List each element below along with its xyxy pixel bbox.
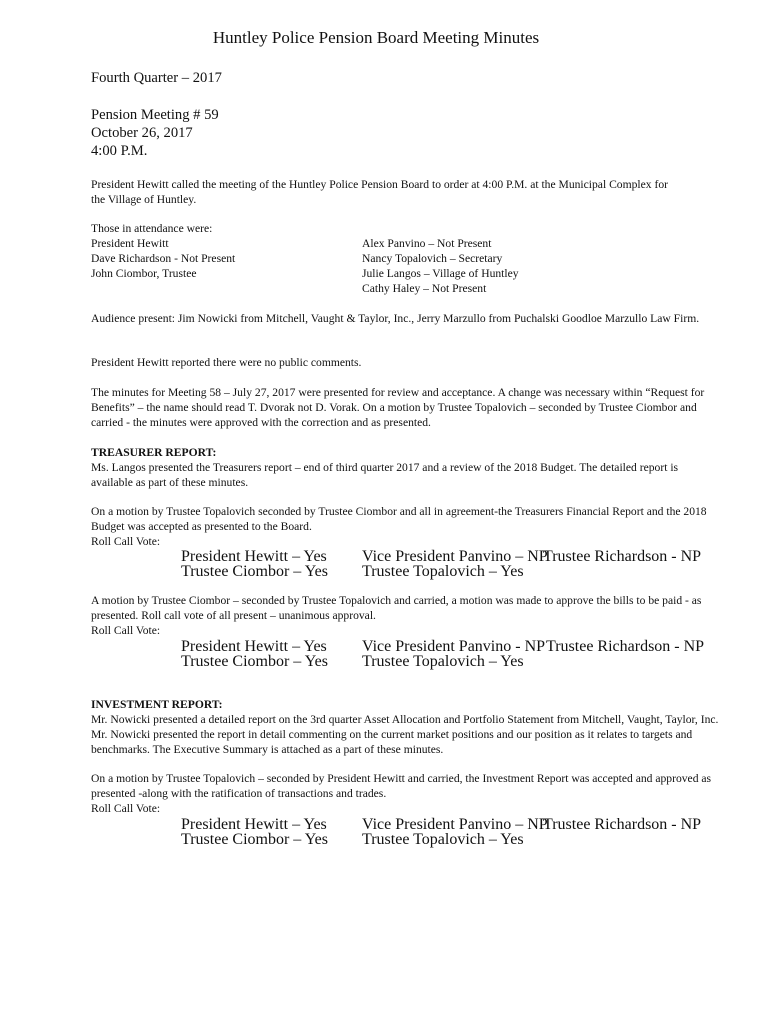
opening-paragraph: President Hewitt called the meeting of the Huntley Police Pension Board to order at 4:00 P.M. at the Municipal Complex for the Village of Huntley.	[91, 178, 668, 206]
roll-call-label: Roll Call Vote:	[91, 535, 161, 548]
vote-entry: Trustee Ciombor – Yes	[181, 831, 328, 848]
attendance-left-column	[91, 236, 362, 296]
attendee: Cathy Haley – Not Present	[362, 282, 487, 295]
attendee: Alex Panvino – Not Present	[362, 237, 492, 250]
attendance-columns	[91, 236, 721, 296]
motion-paragraph: On a motion by Trustee Topalovich – seconded by President Hewitt and carried, the Investment Report was accepted and approved as presented -along with the ratification of transactions and trades.	[91, 772, 712, 800]
public-comments-paragraph: President Hewitt reported there were no public comments.	[91, 356, 362, 369]
vote-entry: Trustee Topalovich – Yes	[362, 653, 524, 670]
vote-row	[181, 638, 721, 653]
investment-report-section	[91, 697, 721, 757]
roll-call-label: Roll Call Vote:	[91, 624, 161, 637]
roll-call-vote-table	[181, 548, 721, 578]
attendance-heading: Those in attendance were:	[91, 222, 213, 235]
document-title: Huntley Police Pension Board Meeting Minutes	[212, 28, 540, 47]
meeting-date: October 26, 2017	[91, 125, 193, 141]
vote-entry: Trustee Ciombor – Yes	[181, 563, 328, 580]
vote-entry: Trustee Richardson - NP	[543, 816, 702, 833]
treasurer-heading: TREASURER REPORT:	[91, 446, 217, 459]
vote-entry: President Hewitt – Yes	[181, 548, 327, 565]
minutes-paragraph: The minutes for Meeting 58 – July 27, 2017 were presented for review and acceptance. A change was necessary within “Request for Benefits” – the name should read T. Dvorak not D. Vorak. On a motion by Trustee Topalovich – seconded by Trustee Ciombor and carried - the minutes were approved with the correction and as presented.	[91, 386, 705, 429]
vote-entry: Vice President Panvino – NP	[362, 816, 548, 833]
attendee: President Hewitt	[91, 237, 169, 250]
investment-motion	[91, 771, 721, 816]
vote-entry: President Hewitt – Yes	[181, 816, 327, 833]
investment-heading: INVESTMENT REPORT:	[91, 698, 223, 711]
vote-entry: Trustee Richardson - NP	[543, 548, 702, 565]
roll-call-vote-table	[181, 816, 721, 846]
roll-call-label: Roll Call Vote:	[91, 802, 161, 815]
audience-paragraph: Audience present: Jim Nowicki from Mitchell, Vaught & Taylor, Inc., Jerry Marzullo from Puchalski Goodloe Marzullo Law Firm.	[91, 312, 700, 325]
attendee: Julie Langos – Village of Huntley	[362, 267, 519, 280]
attendee: John Ciombor, Trustee	[91, 267, 197, 280]
meeting-time: 4:00 P.M.	[91, 143, 148, 159]
vote-entry: President Hewitt – Yes	[181, 638, 327, 655]
investment-report-paragraph: Mr. Nowicki presented a detailed report on the 3rd quarter Asset Allocation and Portfolio Statement from Mitchell, Vaught, Taylor, Inc. Mr. Nowicki presented the report in detail commenting on the current market positions and our position as it relates to targets and benchmarks. The Executive Summary is attached as a part of these minutes.	[91, 713, 719, 756]
meeting-number: Pension Meeting # 59	[91, 107, 219, 123]
vote-row	[181, 563, 721, 578]
treasurer-report-paragraph: Ms. Langos presented the Treasurers report – end of third quarter 2017 and a review of the 2018 Budget. The detailed report is available as part of these minutes.	[91, 461, 679, 489]
vote-entry: Trustee Richardson - NP	[546, 638, 705, 655]
attendance-right-column	[362, 236, 721, 296]
vote-row	[181, 653, 721, 668]
quarter-heading: Fourth Quarter – 2017	[91, 70, 222, 86]
roll-call-vote-table	[181, 638, 721, 668]
treasurer-motion-2	[91, 593, 721, 638]
vote-entry: Trustee Topalovich – Yes	[362, 563, 524, 580]
vote-entry: Trustee Topalovich – Yes	[362, 831, 524, 848]
attendee: Nancy Topalovich – Secretary	[362, 252, 503, 265]
vote-entry: Trustee Ciombor – Yes	[181, 653, 328, 670]
vote-row	[181, 831, 721, 846]
vote-row	[181, 548, 721, 563]
vote-row	[181, 816, 721, 831]
motion-paragraph: On a motion by Trustee Topalovich seconded by Trustee Ciombor and all in agreement-the Treasurers Financial Report and the 2018 Budget was accepted as presented to the Board.	[91, 505, 707, 533]
treasurer-report-section	[91, 445, 721, 490]
attendee: Dave Richardson - Not Present	[91, 252, 236, 265]
motion-paragraph: A motion by Trustee Ciombor – seconded by Trustee Topalovich and carried, a motion was made to approve the bills to be paid - as presented. Roll call vote of all present – unanimous approval.	[91, 594, 702, 622]
vote-entry: Vice President Panvino – NP	[362, 548, 548, 565]
vote-entry: Vice President Panvino - NP	[362, 638, 546, 655]
meeting-info	[91, 106, 721, 160]
attendance-section	[91, 221, 721, 296]
treasurer-motion-1	[91, 504, 721, 549]
